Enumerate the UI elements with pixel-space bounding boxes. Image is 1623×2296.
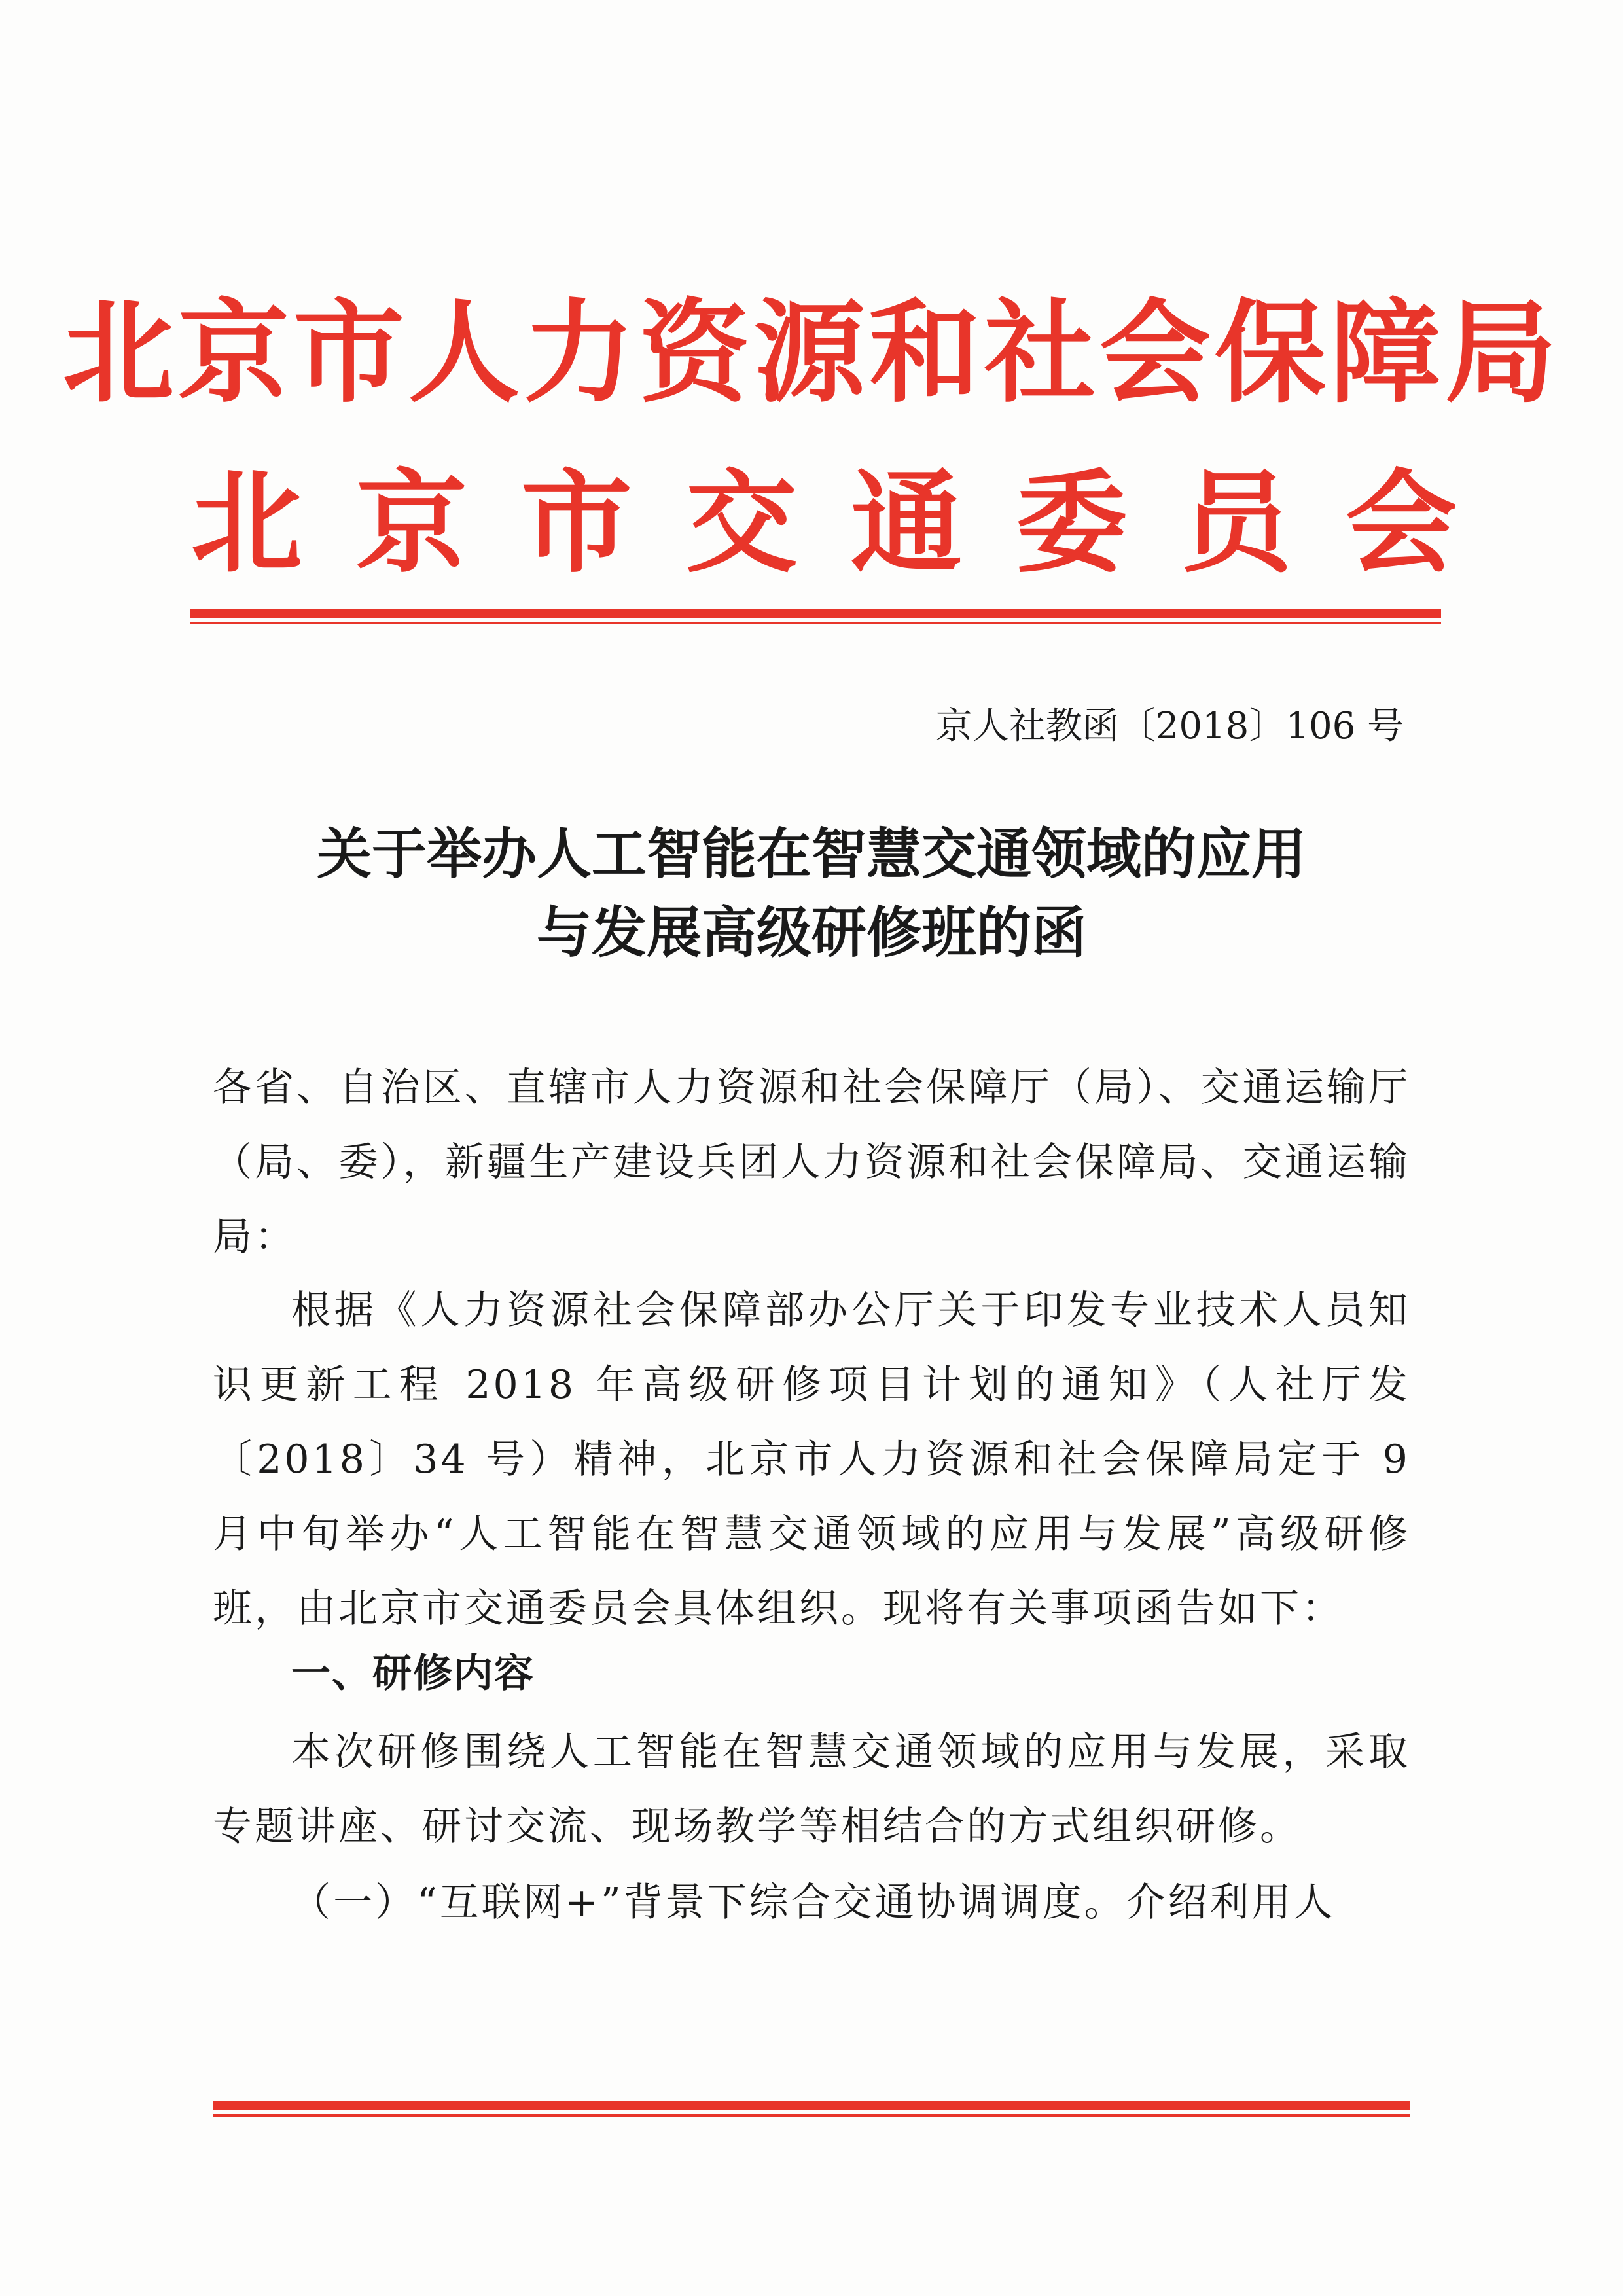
paragraph-intro: 根据《人力资源社会保障部办公厅关于印发专业技术人员知识更新工程 2018 年高级研修项目计划的通知》（人社厅发〔2018〕34 号）精神，北京市人力资源和社会保障局定于 9 月中旬举办“人工智能在智慧交通领域的应用与发展”高级研修班，由北京市交通委员会具体组织。现将有关事项函告如下： xyxy=(213,1287,1410,1632)
footer-divider-thick xyxy=(213,2101,1410,2110)
document-title-line1: 关于举办人工智能在智慧交通领域的应用 xyxy=(316,821,1306,886)
footer-divider-thin xyxy=(213,2114,1410,2117)
paragraph-item-1: （一）“互联网+”背景下综合交通协调调度。介绍利用人 xyxy=(291,1880,1336,1926)
paragraph-content: 本次研修围绕人工智能在智慧交通领域的应用与发展，采取专题讲座、研讨交流、现场教学等相结合的方式组织研修。 xyxy=(213,1729,1410,1850)
section-heading: 一、研修内容 xyxy=(291,1651,535,1696)
header-divider-thick xyxy=(190,609,1441,618)
salutation: 各省、自治区、直辖市人力资源和社会保障厅（局）、交通运输厅（局、委），新疆生产建设兵团人力资源和社会保障局、交通运输局： xyxy=(213,1065,1410,1260)
issuing-org-2: 北京市交通委员会 xyxy=(190,459,1510,588)
document-title-line2: 与发展高级研修班的函 xyxy=(536,900,1086,965)
issuing-org-1: 北京市人力资源和社会保障局 xyxy=(62,289,1560,418)
document-number: 京人社教函〔2018〕106 号 xyxy=(935,705,1404,747)
header-divider-thin xyxy=(190,622,1441,624)
